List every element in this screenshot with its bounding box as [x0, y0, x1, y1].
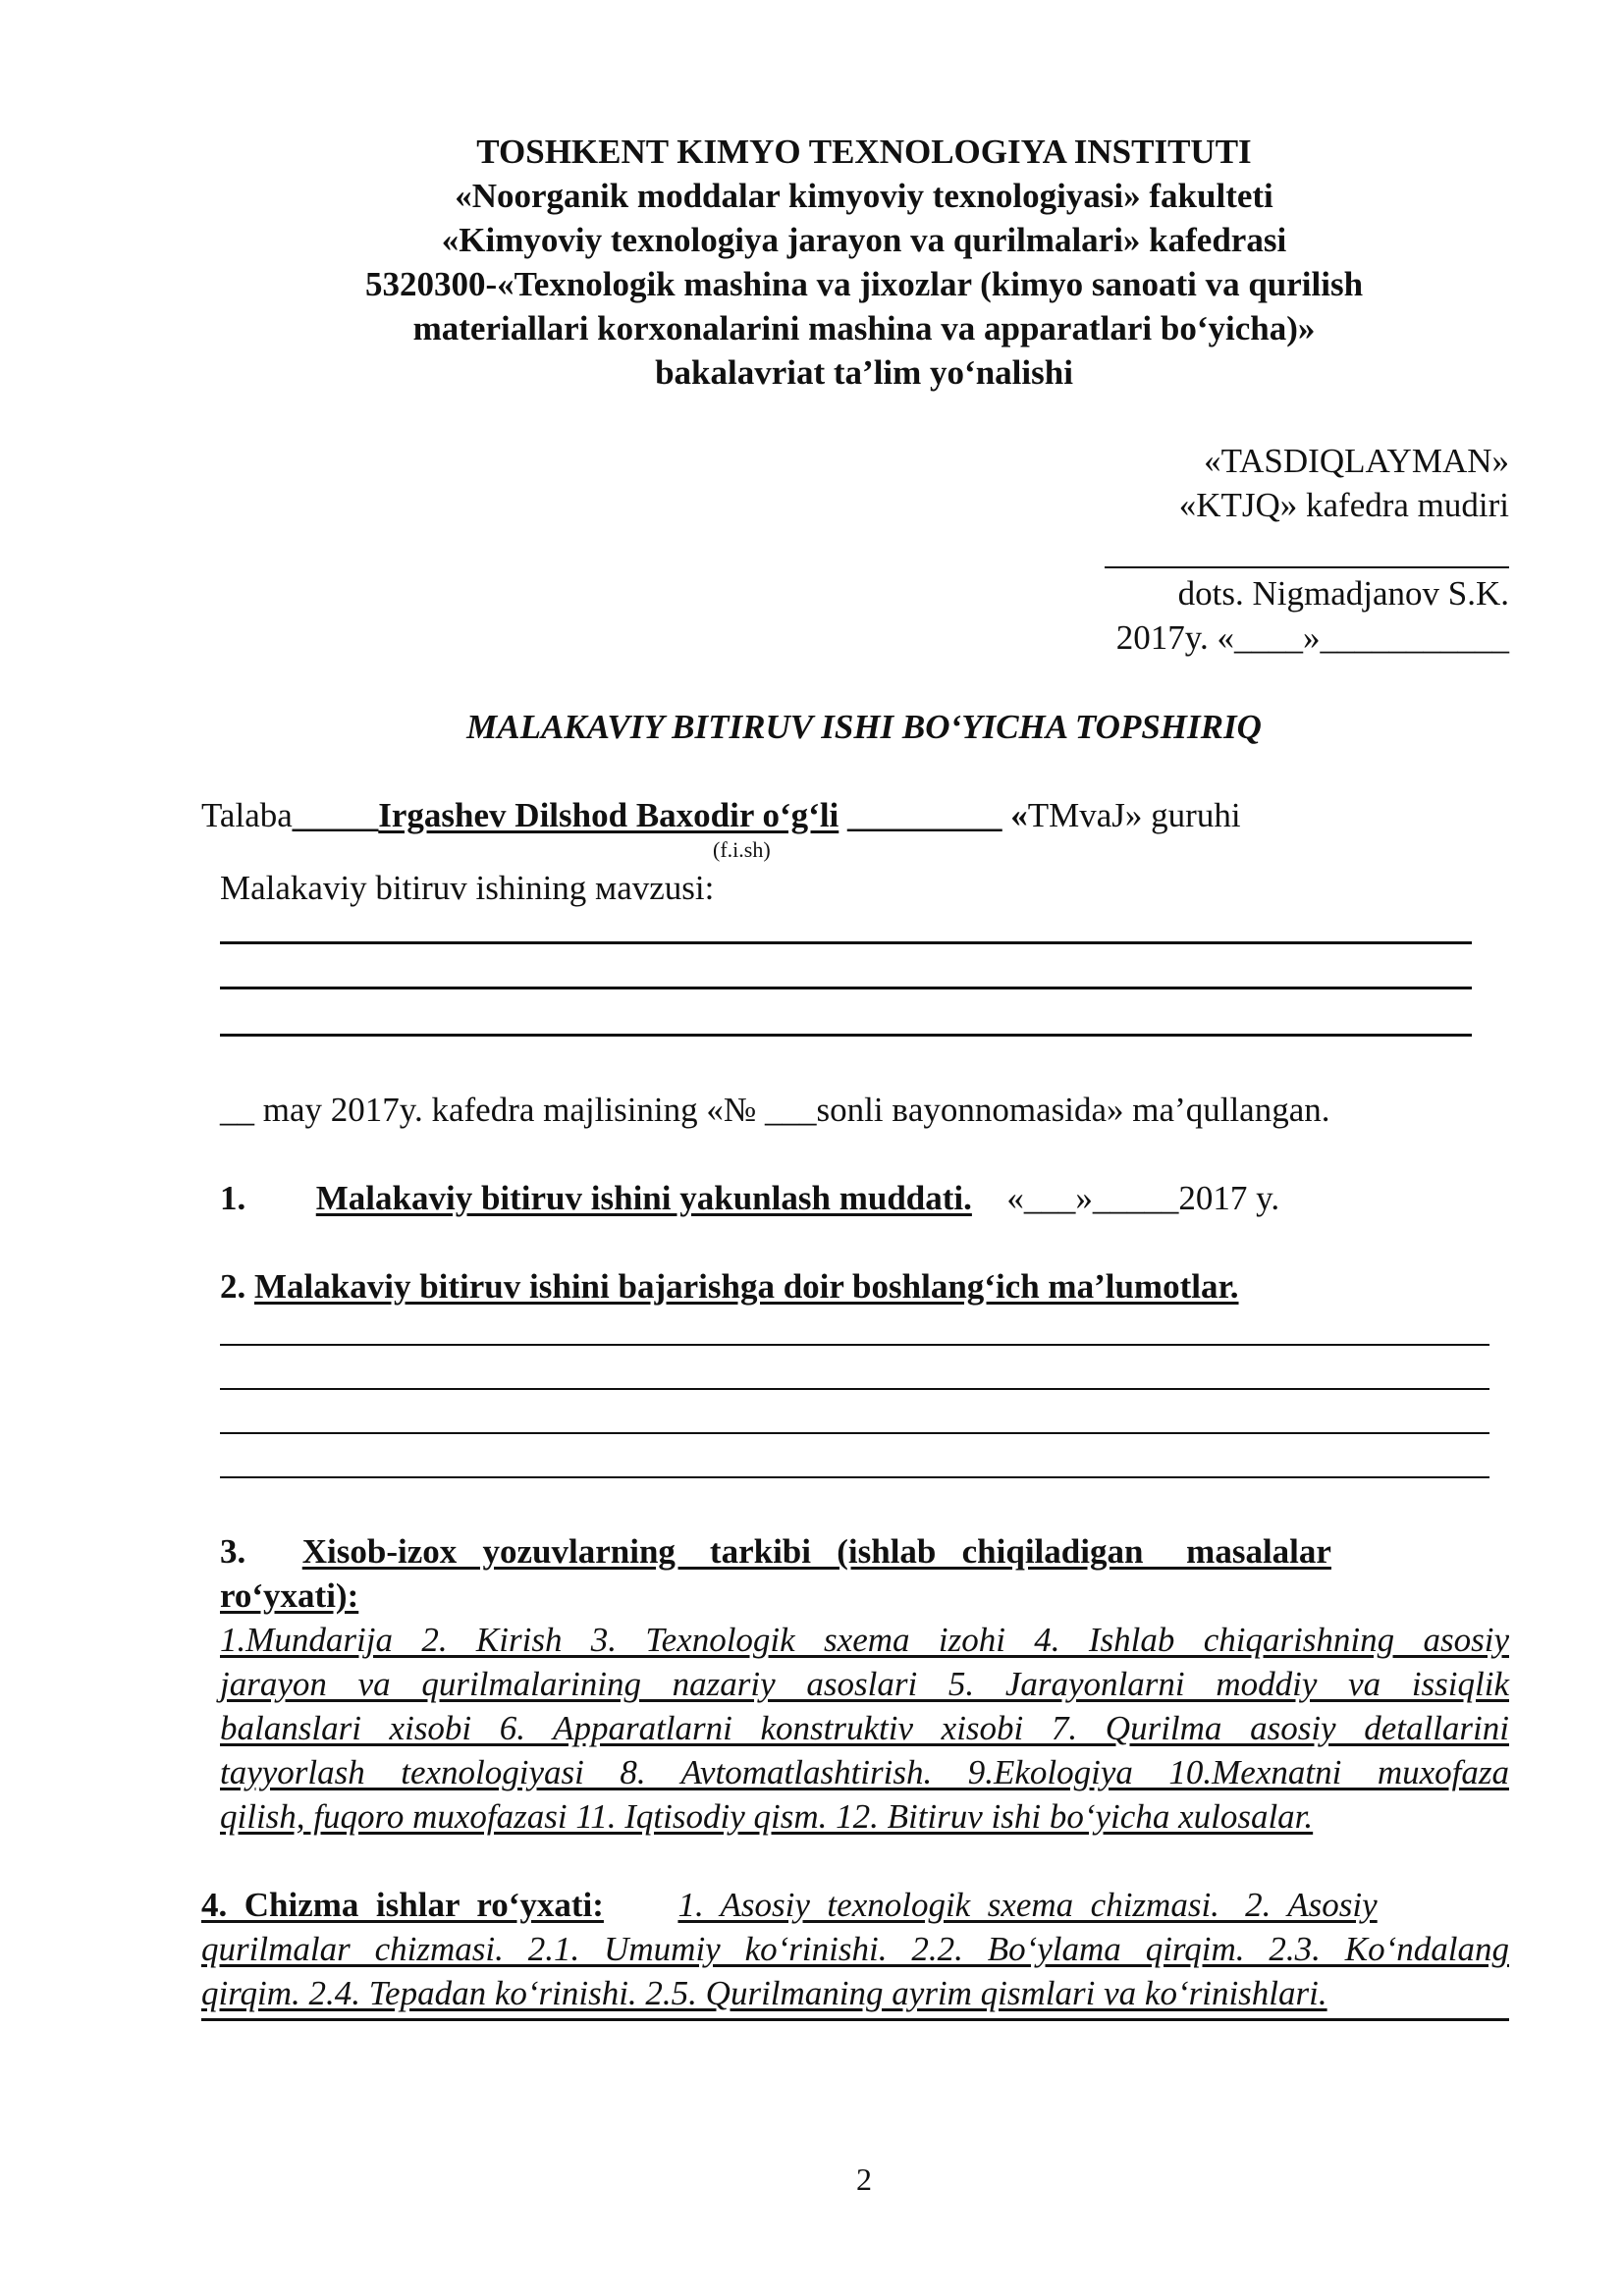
section-4-body-first: 1. Asosiy texnologik sxema chizmasi. 2. Asosiy	[677, 1886, 1378, 1924]
section-4-title: 4. Chizma ishlar ro‘yxati:	[201, 1886, 604, 1924]
section-2-title: Malakaviy bitiruv ishini bajarishga doir boshlang‘ich ma’lumotlar.	[254, 1267, 1239, 1306]
section-3-body-line: balanslari xisobi 6. Apparatlarni konstruktiv xisobi 7. Qurilma asosiy detallarini	[220, 1709, 1509, 1747]
section-1-title: Malakaviy bitiruv ishini yakunlash muddati.	[315, 1179, 972, 1217]
section-3-title-1: Xisob-izox yozuvlarning tarkibi (ishlab chiqiladigan masalalar	[301, 1532, 1331, 1571]
header-program: bakalavriat ta’lim yo‘nalishi	[655, 353, 1073, 392]
student-blank-after: _________	[839, 796, 1011, 834]
section-3-body-line: qilish, fuqoro muxofazasi 11. Iqtisodiy qism. 12. Bitiruv ishi bo‘yicha xulosalar.	[220, 1797, 1314, 1836]
student-label: Talaba	[201, 796, 293, 834]
student-line	[201, 793, 1241, 837]
topic-line-3	[220, 1034, 1472, 1037]
section-4-body-line: qirqim. 2.4. Tepadan ko‘rinishi. 2.5. Qurilmaning ayrim qismlari va ko‘rinishlari.	[201, 1974, 1327, 2012]
topic-line-2	[220, 987, 1472, 989]
page-number: 2	[856, 2162, 872, 2197]
topic-line-1	[220, 941, 1472, 944]
section-4-end-line	[201, 2018, 1509, 2021]
fish-note: (f.i.sh)	[713, 837, 771, 862]
header-department: «Kimyoviy texnologiya jarayon va qurilmalari» kafedrasi	[441, 221, 1287, 259]
approval-date: 2017y. «____»___________	[1115, 618, 1509, 657]
section-3-body-line: 1.Mundarija 2. Kirish 3. Texnologik sxema izohi 4. Ishlab chiqarishning asosiy	[220, 1621, 1509, 1659]
group-quote: «	[1010, 796, 1028, 834]
header-institute: TOSHKENT KIMYO TEXNOLOGIYA INSTITUTI	[476, 133, 1252, 171]
section-2-line-1	[220, 1344, 1489, 1346]
section-2-number: 2.	[220, 1267, 246, 1306]
topic-label: Malakaviy bitiruv ishining мavzusi:	[220, 869, 715, 907]
approval-signature-line	[1105, 566, 1509, 568]
section-3-title-2: ro‘yxati):	[220, 1576, 359, 1615]
header-specialty-1: 5320300-«Texnologik mashina va jixozlar (kimyo sanoati va qurilish	[364, 265, 1364, 303]
section-2-line-2	[220, 1388, 1489, 1390]
section-2-line-4	[220, 1476, 1489, 1478]
header-faculty: «Noorganik moddalar kimyoviy texnologiyasi» fakulteti	[455, 177, 1273, 215]
document-title: MALAKAVIY BITIRUV ISHI BO‘YICHA TOPSHIRIQ	[466, 708, 1262, 746]
section-3-header	[220, 1529, 1331, 1574]
section-2	[220, 1264, 1239, 1308]
section-3-number: 3.	[220, 1532, 246, 1571]
approval-name: dots. Nigmadjanov S.K.	[1177, 574, 1509, 613]
section-4-body-line: qurilmalar chizmasi. 2.1. Umumiy ko‘rinishi. 2.2. Bo‘ylama qirqim. 2.3. Ko‘ndalang	[201, 1930, 1509, 1968]
meeting-approval-text: __ may 2017y. kafedra majlisining «№ ___sonli вayonnomasida» ma’qullangan.	[220, 1091, 1330, 1129]
section-3-body-line: tayyorlash texnologiyasi 8. Avtomatlashtirish. 9.Ekologiya 10.Mexnatni muxofaza	[220, 1753, 1509, 1791]
section-2-line-3	[220, 1432, 1489, 1434]
section-1	[220, 1176, 1279, 1220]
approval-title: «TASDIQLAYMAN»	[1204, 442, 1509, 480]
header-specialty-2: materiallari korxonalarini mashina va apparatlari bo‘yicha)»	[412, 309, 1316, 347]
student-group: TMvaJ» guruhi	[1027, 796, 1241, 834]
section-1-date: «___»_____2017 y.	[1006, 1179, 1280, 1217]
section-1-number: 1.	[220, 1179, 246, 1217]
student-name: Irgashev Dilshod Baxodir o‘g‘li	[378, 796, 839, 834]
section-4-header	[201, 1883, 1509, 1927]
section-3-body-line: jarayon va qurilmalarining nazariy asoslari 5. Jarayonlarni moddiy va issiqlik	[220, 1665, 1509, 1703]
approval-role: «KTJQ» kafedra mudiri	[1178, 486, 1509, 524]
student-blank-before: _____	[292, 796, 379, 834]
